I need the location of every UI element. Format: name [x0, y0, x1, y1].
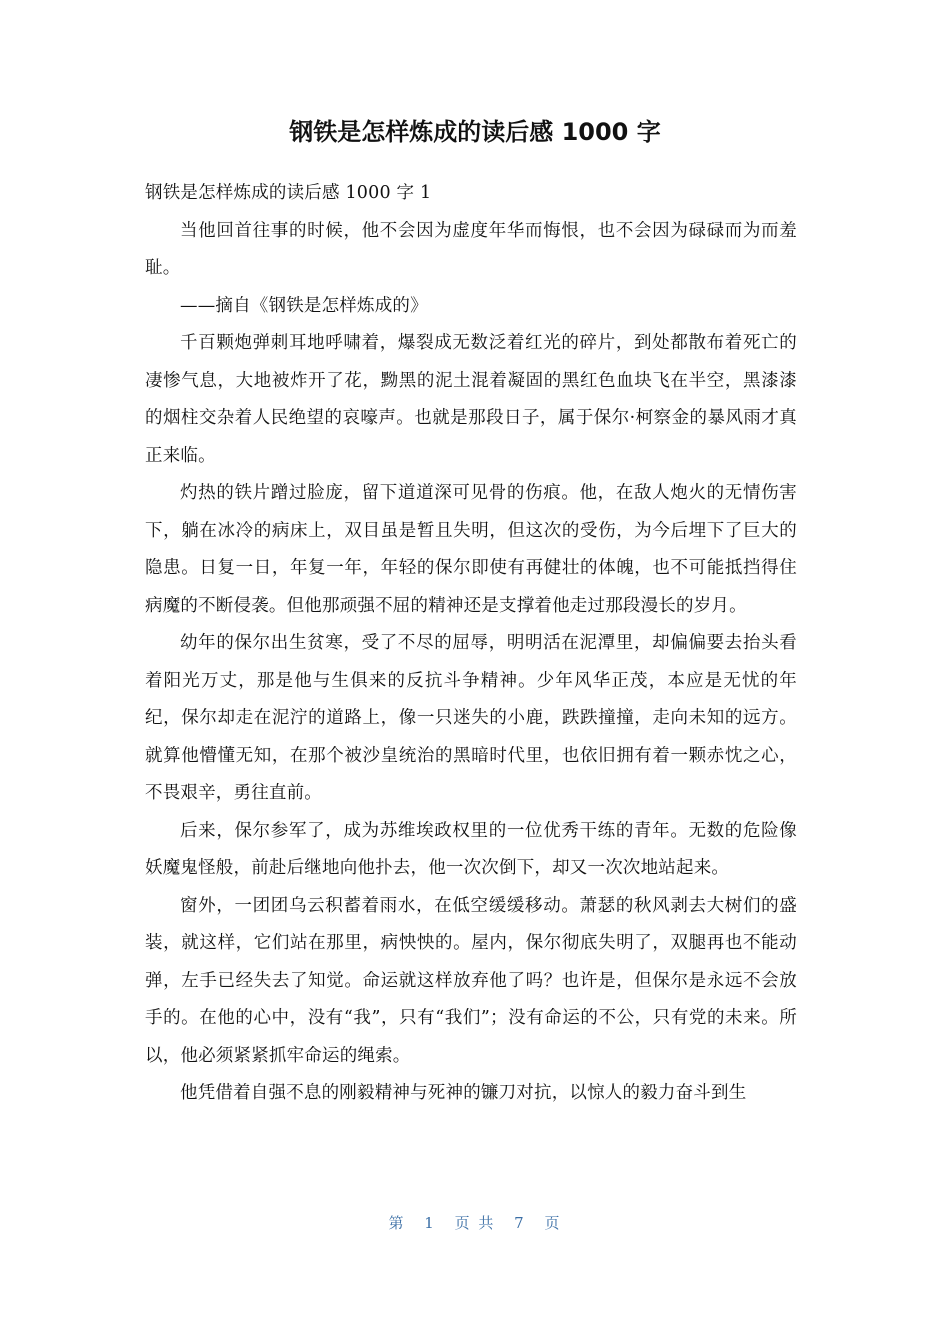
- paragraph-1: 当他回首往事的时候，他不会因为虚度年华而悔恨，也不会因为碌碌而为而羞耻。: [145, 220, 797, 278]
- page-footer: [0, 1208, 950, 1238]
- footer-label-of: 页 共: [454, 1214, 496, 1232]
- footer-label-pages: 页: [544, 1214, 562, 1232]
- document-title: 钢铁是怎样炼成的读后感 1000 字: [289, 118, 661, 146]
- footer-current-page: 1: [424, 1214, 436, 1232]
- paragraph-5: 后来，保尔参军了，成为苏维埃政权里的一位优秀干练的青年。无数的危险像妖魔鬼怪般，前赴后继地向他扑去，他一次次倒下，却又一次次地站起来。: [145, 820, 797, 878]
- quote-attribution: ——摘自《钢铁是怎样炼成的》: [180, 295, 428, 316]
- paragraph-2: 千百颗炮弹刺耳地呼啸着，爆裂成无数泛着红光的碎片，到处都散布着死亡的凄惨气息，大地被炸开了花，黝黑的泥土混着凝固的黑红色血块飞在半空，黑漆漆的烟柱交杂着人民绝望的哀嚎声。也就是那段日子，属于保尔·柯察金的暴风雨才真正来临。: [145, 333, 797, 466]
- section-heading: 钢铁是怎样炼成的读后感 1000 字 1: [145, 183, 432, 203]
- paragraph-3: 灼热的铁片蹭过脸庞，留下道道深可见骨的伤痕。他，在敌人炮火的无情伤害下，躺在冰冷的病床上，双目虽是暂且失明，但这次的受伤，为今后埋下了巨大的隐患。日复一日，年复一年，年轻的保尔即使有再健壮的体魄，也不可能抵挡得住病魔的不断侵袭。但他那顽强不屈的精神还是支撑着他走过那段漫长的岁月。: [145, 483, 797, 616]
- paragraph-6: 窗外，一团团乌云积蓄着雨水，在低空缓缓移动。萧瑟的秋风剥去大树们的盛装，就这样，它们站在那里，病怏怏的。屋内，保尔彻底失明了，双腿再也不能动弹，左手已经失去了知觉。命运就这样放弃他了吗？也许是，但保尔是永远不会放手的。在他的心中，没有“我”，只有“我们”；没有命运的不公，只有党的未来。所以，他必须紧紧抓牢命运的绳索。: [145, 895, 797, 1066]
- paragraph-4: 幼年的保尔出生贫寒，受了不尽的屈辱，明明活在泥潭里，却偏偏要去抬头看着阳光万丈，那是他与生俱来的反抗斗争精神。少年风华正茂，本应是无忧的年纪，保尔却走在泥泞的道路上，像一只迷失的小鹿，跌跌撞撞，走向未知的远方。就算他懵懂无知，在那个被沙皇统治的黑暗时代里，也依旧拥有着一颗赤忱之心，不畏艰辛，勇往直前。: [145, 633, 797, 803]
- footer-total-pages: 7: [514, 1214, 526, 1232]
- document-body: [145, 175, 797, 1113]
- paragraph-7: 他凭借着自强不息的刚毅精神与死神的镰刀对抗，以惊人的毅力奋斗到生: [180, 1083, 747, 1103]
- footer-label-page: 第: [388, 1214, 406, 1232]
